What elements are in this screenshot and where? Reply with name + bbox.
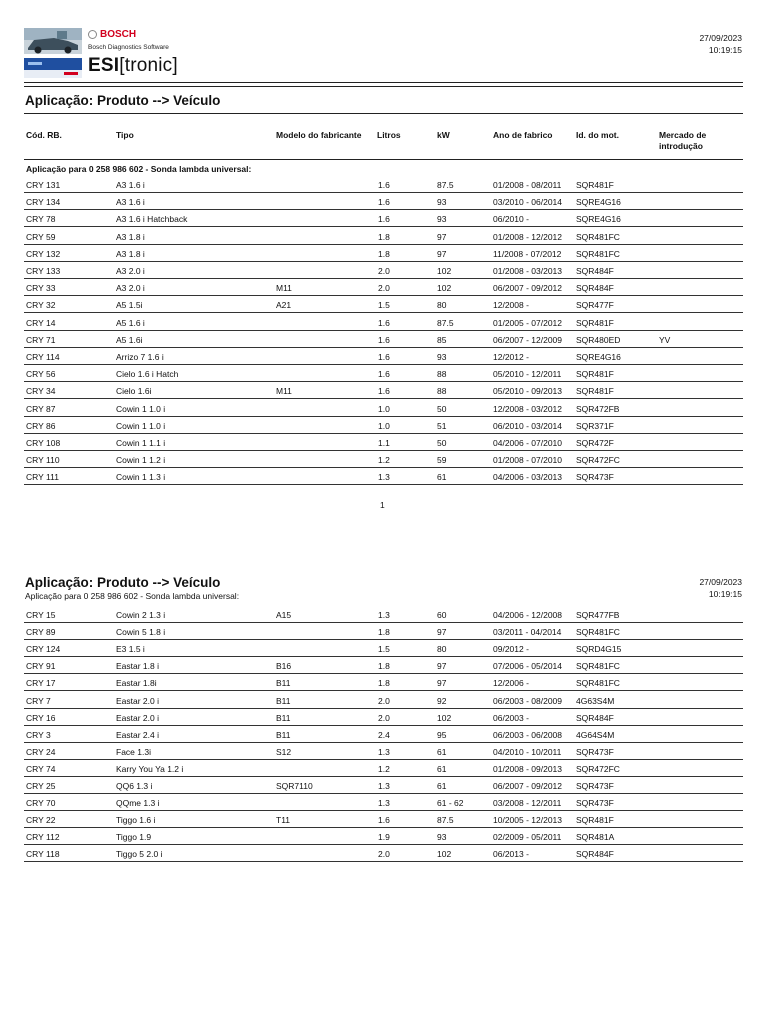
table-row <box>24 760 743 777</box>
cell-motor: SQR477F <box>576 300 614 311</box>
cell-kw: 50 <box>437 438 447 448</box>
cell-litros: 1.6 <box>378 214 390 225</box>
cell-motor: SQR484F <box>576 712 614 723</box>
cell-kw: 80 <box>437 300 447 311</box>
cell-cod: CRY 24 <box>26 746 56 757</box>
cell-tipo: A3 1.8 i <box>116 248 145 259</box>
table-row <box>24 640 743 657</box>
cell-litros: 2.4 <box>378 729 390 740</box>
cell-tipo: A5 1.6i <box>116 334 143 345</box>
bosch-ring-icon <box>88 30 97 39</box>
page2-print-date: 27/09/2023 <box>699 577 742 587</box>
cell-cod: CRY 131 <box>26 180 61 190</box>
cell-ano: 06/2013 - <box>493 849 529 860</box>
cell-ano: 01/2005 - 07/2012 <box>493 317 563 328</box>
cell-tipo: Cowin 1 1.3 i <box>116 472 166 483</box>
cell-tipo: Face 1.3i <box>116 746 151 757</box>
cell-motor: SQR473F <box>576 798 614 809</box>
cell-kw: 93 <box>437 197 447 208</box>
cell-kw: 95 <box>437 729 447 740</box>
cell-cod: CRY 78 <box>26 214 56 225</box>
cell-ano: 12/2008 - <box>493 300 529 311</box>
product-name: ESI[tronic] <box>88 55 178 76</box>
table-row <box>24 228 743 245</box>
cell-litros: 1.2 <box>378 763 390 774</box>
cell-tipo: Eastar 1.8 i <box>116 661 159 672</box>
table-row <box>24 176 743 193</box>
cell-tipo: Cowin 5 1.8 i <box>116 627 166 638</box>
cell-cod: CRY 14 <box>26 317 56 328</box>
cell-modelo: B16 <box>276 661 292 672</box>
cell-cod: CRY 32 <box>26 300 56 311</box>
cell-kw: 88 <box>437 369 447 380</box>
cell-tipo: A3 1.6 i Hatchback <box>116 214 188 225</box>
cell-cod: CRY 74 <box>26 763 56 774</box>
header-rule-bottom <box>24 86 743 87</box>
cell-litros: 1.1 <box>378 438 390 448</box>
cell-motor: SQR481F <box>576 369 614 380</box>
table-row <box>24 709 743 726</box>
cell-motor: SQR481F <box>576 180 614 190</box>
cell-cod: CRY 87 <box>26 403 56 414</box>
cell-ano: 01/2008 - 09/2013 <box>493 763 563 774</box>
page-title: Aplicação: Produto --> Veículo <box>25 93 221 108</box>
cell-motor: SQRE4G16 <box>576 214 621 225</box>
cell-ano: 05/2010 - 12/2011 <box>493 369 562 380</box>
cell-cod: CRY 71 <box>26 334 56 345</box>
cell-litros: 1.5 <box>378 300 390 311</box>
cell-motor: SQR484F <box>576 849 614 860</box>
cell-litros: 1.3 <box>378 746 390 757</box>
cell-tipo: Cowin 2 1.3 i <box>116 610 166 620</box>
cell-kw: 97 <box>437 678 447 689</box>
cell-ano: 03/2010 - 06/2014 <box>493 197 563 208</box>
cell-cod: CRY 33 <box>26 283 56 294</box>
cell-litros: 1.3 <box>378 610 390 620</box>
cell-cod: CRY 59 <box>26 231 56 242</box>
page-number: 1 <box>380 500 385 510</box>
cell-tipo: Karry You Ya 1.2 i <box>116 763 184 774</box>
cell-ano: 09/2012 - <box>493 644 529 655</box>
cell-modelo: T11 <box>276 815 291 826</box>
cell-motor: SQR481FC <box>576 627 620 638</box>
table-row <box>24 348 743 365</box>
cell-kw: 87.5 <box>437 815 454 826</box>
cell-motor: SQR472FC <box>576 455 620 466</box>
col-header-tipo: Tipo <box>116 130 134 140</box>
cell-cod: CRY 108 <box>26 438 61 448</box>
col-header-mercado: Mercado de introdução <box>659 130 707 151</box>
table-row <box>24 845 743 862</box>
print-time: 10:19:15 <box>708 45 742 55</box>
cell-tipo: Cowin 1 1.0 i <box>116 420 166 431</box>
header-under-rule <box>24 159 743 160</box>
cell-kw: 93 <box>437 214 447 225</box>
cell-motor: 4G64S4M <box>576 729 615 740</box>
cell-cod: CRY 15 <box>26 610 56 620</box>
cell-tipo: Cielo 1.6i <box>116 386 152 397</box>
cell-kw: 97 <box>437 627 447 638</box>
cell-ano: 03/2008 - 12/2011 <box>493 798 562 809</box>
cell-kw: 60 <box>437 610 447 620</box>
cell-ano: 07/2006 - 05/2014 <box>493 661 563 672</box>
cell-cod: CRY 25 <box>26 781 56 791</box>
cell-kw: 61 <box>437 746 447 757</box>
cell-motor: SQR481FC <box>576 231 620 242</box>
cell-cod: CRY 89 <box>26 627 56 638</box>
cell-tipo: Cowin 1 1.2 i <box>116 455 166 466</box>
table-row <box>24 296 743 313</box>
cell-litros: 1.6 <box>378 180 390 190</box>
cell-motor: SQR472FC <box>576 763 620 774</box>
cell-motor: SQR484F <box>576 283 614 294</box>
cell-ano: 01/2008 - 07/2010 <box>493 455 563 466</box>
cell-kw: 85 <box>437 334 447 345</box>
cell-motor: SQR473F <box>576 746 614 757</box>
cell-motor: SQR481FC <box>576 248 620 259</box>
table-row <box>24 811 743 828</box>
cell-modelo: B11 <box>276 729 291 740</box>
cell-ano: 04/2006 - 07/2010 <box>493 438 563 448</box>
cell-litros: 1.2 <box>378 455 390 466</box>
cell-ano: 03/2011 - 04/2014 <box>493 627 562 638</box>
page2-subtitle: Aplicação para 0 258 986 602 - Sonda lambda universal: <box>25 591 240 601</box>
cell-litros: 1.8 <box>378 627 390 638</box>
cell-cod: CRY 134 <box>26 197 61 208</box>
cell-litros: 1.8 <box>378 248 390 259</box>
cell-ano: 02/2009 - 05/2011 <box>493 832 562 843</box>
cell-ano: 12/2008 - 03/2012 <box>493 403 563 414</box>
cell-cod: CRY 7 <box>26 695 51 706</box>
cell-kw: 87.5 <box>437 180 454 190</box>
cell-litros: 1.6 <box>378 317 390 328</box>
cell-cod: CRY 114 <box>26 352 60 362</box>
cell-ano: 01/2008 - 12/2012 <box>493 231 563 242</box>
cell-kw: 61 <box>437 763 447 774</box>
cell-litros: 2.0 <box>378 695 390 706</box>
cell-kw: 102 <box>437 266 452 276</box>
cell-ano: 06/2010 - <box>493 214 529 225</box>
cell-tipo: A3 1.6 i <box>116 180 145 190</box>
table-row <box>24 331 743 348</box>
cell-litros: 2.0 <box>378 283 390 294</box>
table-row <box>24 743 743 760</box>
cell-ano: 06/2007 - 09/2012 <box>493 283 563 294</box>
cell-cod: CRY 86 <box>26 420 56 431</box>
software-box-icon <box>24 58 82 78</box>
table-row <box>24 400 743 417</box>
cell-kw: 88 <box>437 386 447 397</box>
cell-tipo: A3 1.6 i <box>116 197 145 208</box>
cell-tipo: Eastar 1.8i <box>116 678 157 689</box>
col-header-motor: Id. do mot. <box>576 130 619 140</box>
cell-kw: 93 <box>437 832 447 843</box>
cell-modelo: S12 <box>276 746 292 757</box>
cell-motor: SQR472FB <box>576 403 620 414</box>
cell-litros: 1.9 <box>378 832 390 843</box>
cell-kw: 61 <box>437 472 447 483</box>
brand-name: BOSCH <box>100 29 137 40</box>
table-row <box>24 468 743 485</box>
cell-litros: 1.8 <box>378 231 390 242</box>
cell-mercado: YV <box>659 334 671 345</box>
cell-cod: CRY 132 <box>26 248 61 259</box>
software-name: Bosch Diagnostics Software <box>88 44 169 51</box>
page2-title: Aplicação: Produto --> Veículo <box>25 575 221 590</box>
cell-litros: 1.0 <box>378 403 390 414</box>
table-row <box>24 451 743 468</box>
cell-litros: 2.0 <box>378 712 390 723</box>
cell-motor: SQR472F <box>576 438 614 448</box>
cell-motor: SQR481F <box>576 815 614 826</box>
cell-ano: 01/2008 - 03/2013 <box>493 266 563 276</box>
cell-motor: SQR484F <box>576 266 614 276</box>
group-label: Aplicação para 0 258 986 602 - Sonda lambda universal: <box>26 164 252 174</box>
table-row <box>24 828 743 845</box>
table-row <box>24 279 743 296</box>
cell-litros: 1.5 <box>378 644 390 655</box>
cell-cod: CRY 112 <box>26 832 60 843</box>
table-row <box>24 245 743 262</box>
col-header-ano: Ano de fabrico <box>493 130 553 140</box>
cell-kw: 102 <box>437 849 452 860</box>
cell-ano: 01/2008 - 08/2011 <box>493 180 562 190</box>
cell-tipo: A5 1.5i <box>116 300 143 311</box>
cell-ano: 11/2008 - 07/2012 <box>493 248 562 259</box>
cell-tipo: Tiggo 1.6 i <box>116 815 156 826</box>
cell-tipo: Cowin 1 1.1 i <box>116 438 166 448</box>
cell-cod: CRY 70 <box>26 798 56 809</box>
cell-litros: 1.6 <box>378 815 390 826</box>
cell-cod: CRY 17 <box>26 678 56 689</box>
cell-motor: SQR473F <box>576 781 614 791</box>
table-row <box>24 606 743 623</box>
cell-motor: SQRD4G15 <box>576 644 622 655</box>
cell-modelo: B11 <box>276 695 291 706</box>
table-row <box>24 674 743 691</box>
cell-tipo: QQme 1.3 i <box>116 798 160 809</box>
cell-kw: 93 <box>437 352 447 362</box>
cell-motor: SQR473F <box>576 472 614 483</box>
cell-ano: 05/2010 - 09/2013 <box>493 386 563 397</box>
col-header-kw: kW <box>437 130 450 140</box>
cell-kw: 51 <box>437 420 447 431</box>
cell-tipo: Cowin 1 1.0 i <box>116 403 166 414</box>
table-row <box>24 434 743 451</box>
header-rule-top <box>24 82 743 83</box>
cell-ano: 06/2003 - 06/2008 <box>493 729 563 740</box>
cell-motor: SQR481FC <box>576 661 620 672</box>
esitronic-logo <box>24 28 184 80</box>
cell-modelo: A21 <box>276 300 292 311</box>
cell-cod: CRY 16 <box>26 712 56 723</box>
cell-ano: 12/2012 - <box>493 352 529 362</box>
cell-ano: 04/2010 - 10/2011 <box>493 746 562 757</box>
cell-tipo: A3 2.0 i <box>116 283 145 294</box>
table-row <box>24 657 743 674</box>
cell-cod: CRY 34 <box>26 386 56 397</box>
cell-tipo: A5 1.6 i <box>116 317 145 328</box>
cell-cod: CRY 118 <box>26 849 60 860</box>
cell-kw: 87.5 <box>437 317 454 328</box>
cell-tipo: A3 1.8 i <box>116 231 145 242</box>
cell-cod: CRY 56 <box>26 369 56 380</box>
cell-motor: SQR477FB <box>576 610 620 620</box>
cell-kw: 97 <box>437 661 447 672</box>
table-row <box>24 314 743 331</box>
cell-motor: SQR481F <box>576 317 614 328</box>
cell-ano: 06/2007 - 12/2009 <box>493 334 563 345</box>
cell-tipo: QQ6 1.3 i <box>116 781 153 791</box>
cell-litros: 1.3 <box>378 781 390 791</box>
cell-kw: 92 <box>437 695 447 706</box>
cell-ano: 06/2007 - 09/2012 <box>493 781 563 791</box>
cell-tipo: A3 2.0 i <box>116 266 145 276</box>
table-row <box>24 193 743 210</box>
title-rule <box>24 113 743 114</box>
cell-litros: 1.8 <box>378 678 390 689</box>
col-header-cod: Cód. RB. <box>26 130 62 140</box>
col-header-litros: Litros <box>377 130 401 140</box>
table-row <box>24 726 743 743</box>
cell-cod: CRY 111 <box>26 472 59 483</box>
table-row <box>24 777 743 794</box>
cell-kw: 80 <box>437 644 447 655</box>
table-row <box>24 417 743 434</box>
cell-litros: 2.0 <box>378 266 390 276</box>
cell-litros: 1.3 <box>378 472 390 483</box>
cell-modelo: B11 <box>276 712 291 723</box>
cell-tipo: Arrizo 7 1.6 i <box>116 352 164 362</box>
cell-motor: SQR481F <box>576 386 614 397</box>
cell-kw: 97 <box>437 248 447 259</box>
print-date: 27/09/2023 <box>699 33 742 43</box>
cell-litros: 2.0 <box>378 849 390 860</box>
cell-ano: 06/2003 - 08/2009 <box>493 695 563 706</box>
cell-motor: SQR481A <box>576 832 615 843</box>
cell-ano: 10/2005 - 12/2013 <box>493 815 563 826</box>
cell-litros: 1.6 <box>378 352 390 362</box>
cell-kw: 97 <box>437 231 447 242</box>
col-header-modelo: Modelo do fabricante <box>276 130 362 140</box>
cell-tipo: Eastar 2.0 i <box>116 695 159 706</box>
cell-cod: CRY 22 <box>26 815 56 826</box>
cell-ano: 04/2006 - 03/2013 <box>493 472 563 483</box>
cell-tipo: E3 1.5 i <box>116 644 145 655</box>
cell-litros: 1.6 <box>378 334 390 345</box>
table-row <box>24 692 743 709</box>
cell-litros: 1.3 <box>378 798 390 809</box>
car-photo-icon <box>24 28 82 54</box>
page2-print-time: 10:19:15 <box>708 589 742 599</box>
cell-kw: 50 <box>437 403 447 414</box>
cell-kw: 61 <box>437 781 447 791</box>
cell-tipo: Eastar 2.4 i <box>116 729 159 740</box>
cell-motor: SQR481FC <box>576 678 620 689</box>
cell-tipo: Cielo 1.6 i Hatch <box>116 369 179 380</box>
cell-ano: 06/2010 - 03/2014 <box>493 420 563 431</box>
cell-kw: 59 <box>437 455 447 466</box>
cell-modelo: A15 <box>276 610 292 620</box>
cell-modelo: M11 <box>276 283 292 294</box>
cell-modelo: M11 <box>276 386 292 397</box>
cell-kw: 102 <box>437 712 452 723</box>
cell-motor: SQRE4G16 <box>576 197 621 208</box>
table-row <box>24 365 743 382</box>
cell-litros: 1.6 <box>378 197 390 208</box>
cell-kw: 61 - 62 <box>437 798 464 809</box>
cell-ano: 12/2006 - <box>493 678 529 689</box>
cell-ano: 06/2003 - <box>493 712 529 723</box>
table-row <box>24 262 743 279</box>
cell-modelo: SQR7110 <box>276 781 313 791</box>
cell-cod: CRY 133 <box>26 266 61 276</box>
cell-motor: 4G63S4M <box>576 695 615 706</box>
table-row <box>24 382 743 399</box>
cell-cod: CRY 91 <box>26 661 56 672</box>
table-row <box>24 794 743 811</box>
cell-cod: CRY 124 <box>26 644 61 655</box>
cell-tipo: Tiggo 5 2.0 i <box>116 849 163 860</box>
cell-motor: SQR371F <box>576 420 614 431</box>
cell-litros: 1.6 <box>378 369 390 380</box>
cell-modelo: B11 <box>276 678 291 689</box>
table-row <box>24 623 743 640</box>
page2-print-datetime <box>699 576 742 600</box>
cell-tipo: Tiggo 1.9 <box>116 832 152 843</box>
cell-ano: 04/2006 - 12/2008 <box>493 610 563 620</box>
cell-tipo: Eastar 2.0 i <box>116 712 159 723</box>
print-datetime <box>699 32 742 56</box>
cell-cod: CRY 110 <box>26 455 60 466</box>
cell-motor: SQR480ED <box>576 334 621 345</box>
cell-litros: 1.8 <box>378 661 390 672</box>
cell-cod: CRY 3 <box>26 729 51 740</box>
cell-motor: SQRE4G16 <box>576 352 621 362</box>
cell-kw: 102 <box>437 283 452 294</box>
cell-litros: 1.6 <box>378 386 390 397</box>
table-row <box>24 210 743 227</box>
cell-litros: 1.0 <box>378 420 390 431</box>
